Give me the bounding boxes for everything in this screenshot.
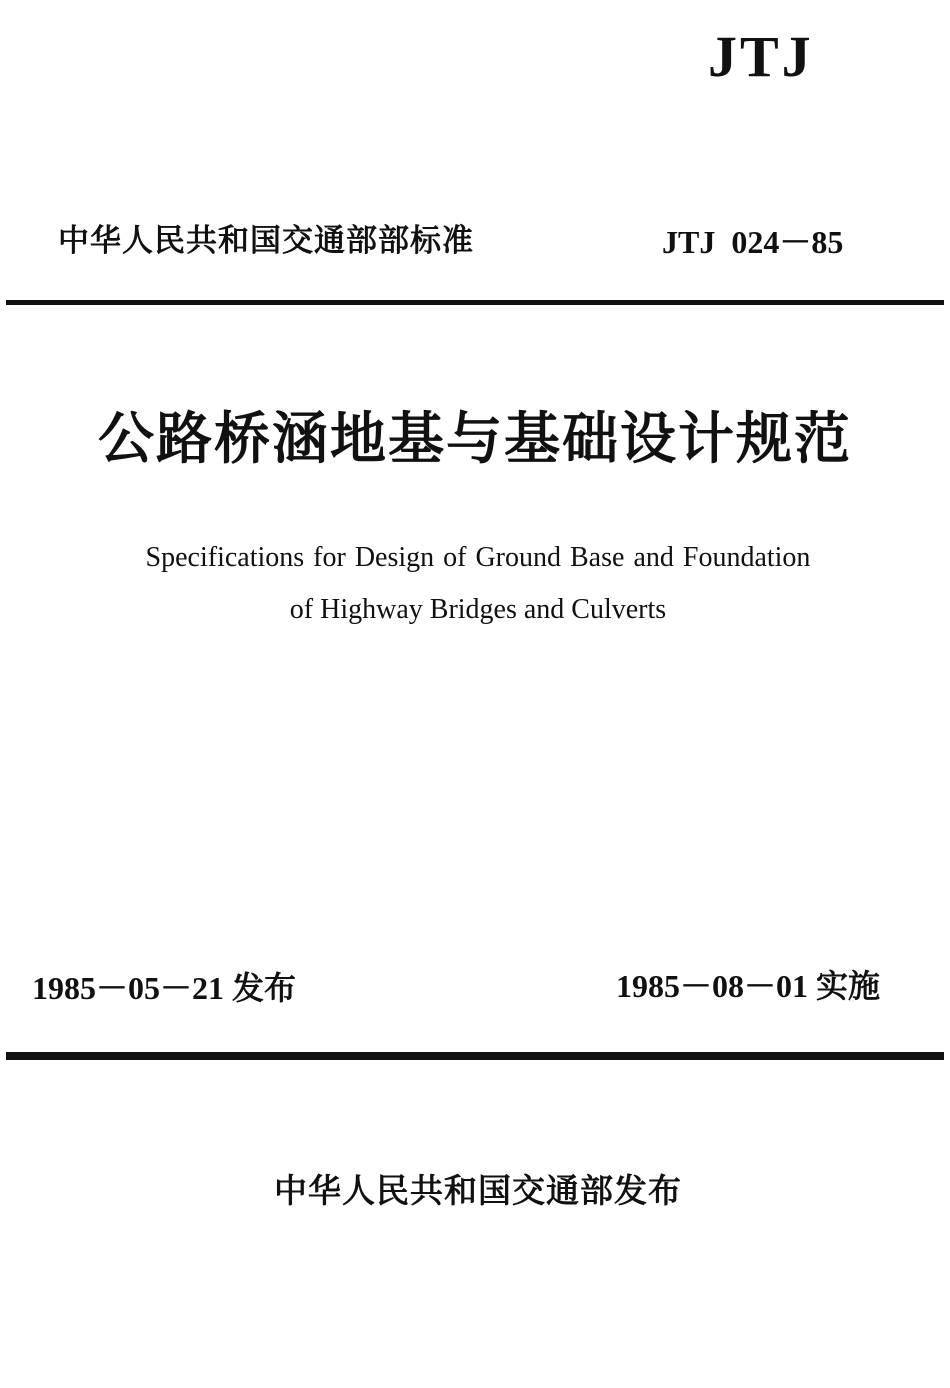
- document-title-english-line-2: of Highway Bridges and Culverts: [289, 594, 667, 625]
- top-divider: [6, 300, 944, 305]
- standard-number: JTJ 024－85: [662, 224, 844, 260]
- effective-date: 1985－08－01 实施: [616, 968, 881, 1004]
- series-code: JTJ: [708, 24, 814, 89]
- bottom-divider: [6, 1052, 944, 1060]
- document-title-english-line-1: Specifications for Design of Ground Base and Foundation: [145, 542, 811, 573]
- publisher: 中华人民共和国交通部发布: [274, 1171, 682, 1210]
- issue-date: 1985－05－21 发布: [32, 970, 297, 1006]
- issuer-line: 中华人民共和国交通部部标准: [58, 223, 474, 259]
- document-title-chinese: 公路桥涵地基与基础设计规范: [98, 407, 852, 472]
